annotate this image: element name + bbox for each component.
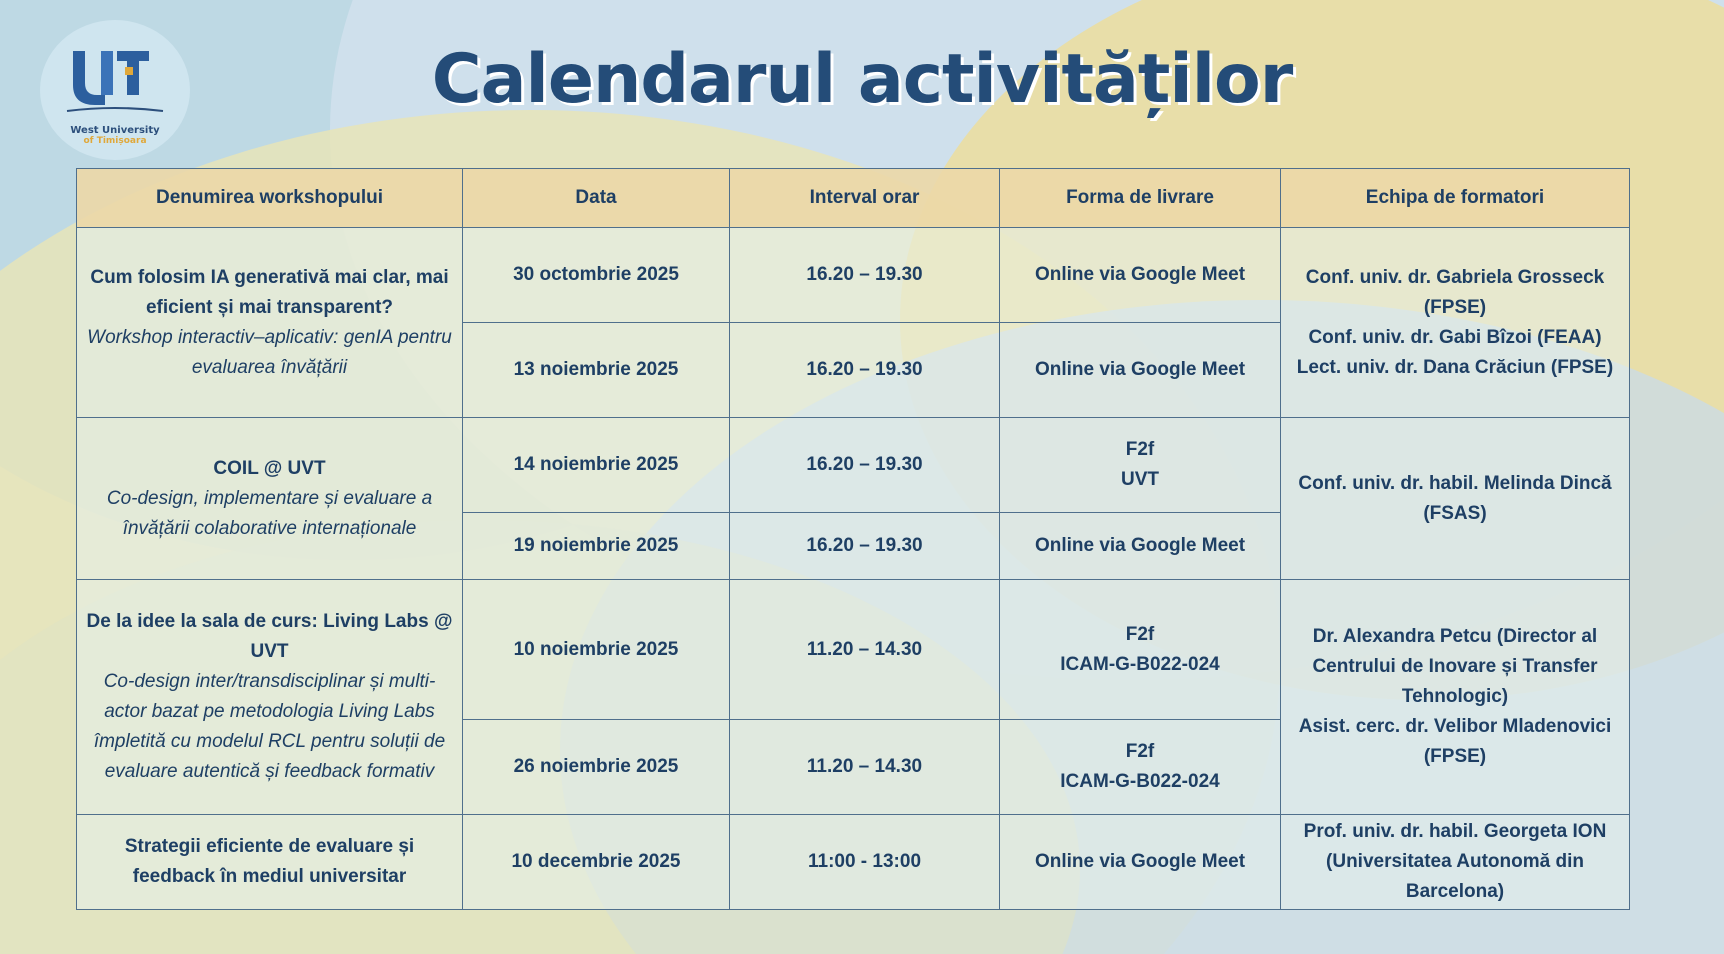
table-row	[77, 815, 1630, 910]
table-header-row	[77, 169, 1630, 228]
delivery-mode: F2f	[1125, 741, 1155, 762]
session-time: 11:00 - 13:00	[730, 815, 1000, 910]
trainer: Conf. univ. dr. Gabriela Grosseck (FPSE)	[1305, 266, 1605, 318]
delivery-location: ICAM-G-B022-024	[1060, 653, 1220, 675]
trainer: Conf. univ. dr. habil. Melinda Dincă (FSAS)	[1298, 472, 1612, 524]
session-delivery: Online via Google Meet	[1000, 815, 1281, 910]
session-time: 11.20 – 14.30	[730, 720, 1000, 815]
workshop-cell	[77, 418, 463, 580]
header-trainers: Echipa de formatori	[1281, 169, 1630, 228]
session-time: 16.20 – 19.30	[730, 513, 1000, 580]
session-delivery	[1000, 720, 1281, 815]
header-delivery: Forma de livrare	[1000, 169, 1281, 228]
session-delivery: Online via Google Meet	[1000, 513, 1281, 580]
session-date: 26 noiembrie 2025	[463, 720, 730, 815]
session-date: 14 noiembrie 2025	[463, 418, 730, 513]
trainers-cell	[1281, 815, 1630, 910]
workshop-cell	[77, 228, 463, 418]
session-time: 11.20 – 14.30	[730, 580, 1000, 720]
workshop-cell	[77, 580, 463, 815]
trainer: Prof. univ. dr. habil. Georgeta ION (Universitatea Autonomă din Barcelona)	[1303, 821, 1607, 902]
workshop-name: Cum folosim IA generativă mai clar, mai eficient și mai transparent?	[90, 266, 449, 318]
session-delivery: Online via Google Meet	[1000, 323, 1281, 418]
table-row	[77, 580, 1630, 720]
page-title: Calendarul activităților	[431, 40, 1293, 119]
delivery-location: ICAM-G-B022-024	[1060, 771, 1220, 792]
trainers-cell	[1281, 228, 1630, 418]
workshop-name: COIL @ UVT	[213, 457, 326, 479]
session-time: 16.20 – 19.30	[730, 323, 1000, 418]
trainer: Lect. univ. dr. Dana Crăciun (FPSE)	[1296, 356, 1614, 378]
trainer: Conf. univ. dr. Gabi Bîzoi (FEAA)	[1308, 326, 1602, 348]
workshop-subtitle: Co-design inter/transdisciplinar și multi-actor bazat pe metodologia Living Labs împletită cu modelul RCL pentru soluții de evaluare autentică și feedback formativ	[93, 671, 446, 782]
delivery-mode: F2f	[1125, 623, 1155, 645]
delivery-mode: F2f	[1125, 439, 1155, 460]
table-row	[77, 228, 1630, 323]
workshop-name: De la idee la sala de curs: Living Labs @ UVT	[86, 611, 453, 662]
session-time: 16.20 – 19.30	[730, 228, 1000, 323]
session-date: 19 noiembrie 2025	[463, 513, 730, 580]
session-delivery	[1000, 580, 1281, 720]
trainer: Dr. Alexandra Petcu (Director al Centrului de Inovare și Transfer Tehnologic)	[1312, 626, 1598, 707]
session-delivery	[1000, 418, 1281, 513]
activities-table	[76, 168, 1630, 910]
session-date: 10 noiembrie 2025	[463, 580, 730, 720]
header-workshop: Denumirea workshopului	[77, 169, 463, 228]
header-date: Data	[463, 169, 730, 228]
trainer: Asist. cerc. dr. Velibor Mladenovici (FPSE)	[1298, 716, 1612, 767]
session-delivery: Online via Google Meet	[1000, 228, 1281, 323]
session-date: 10 decembrie 2025	[463, 815, 730, 910]
session-date: 30 octombrie 2025	[463, 228, 730, 323]
trainers-cell	[1281, 418, 1630, 580]
workshop-subtitle: Co-design, implementare și evaluare a învățării colaborative internaționale	[106, 487, 433, 539]
logo-text-line2: of Timișoara	[83, 136, 147, 146]
workshop-name: Strategii eficiente de evaluare și feedback în mediul universitar	[124, 836, 415, 887]
workshop-subtitle: Workshop interactiv–aplicativ: genIA pentru evaluarea învățării	[87, 326, 452, 378]
trainers-cell	[1281, 580, 1630, 815]
table-row	[77, 418, 1630, 513]
session-time: 16.20 – 19.30	[730, 418, 1000, 513]
delivery-location: UVT	[1121, 469, 1159, 490]
logo-text-line1: West University	[70, 125, 160, 136]
workshop-cell	[77, 815, 463, 910]
session-date: 13 noiembrie 2025	[463, 323, 730, 418]
header-time: Interval orar	[730, 169, 1000, 228]
